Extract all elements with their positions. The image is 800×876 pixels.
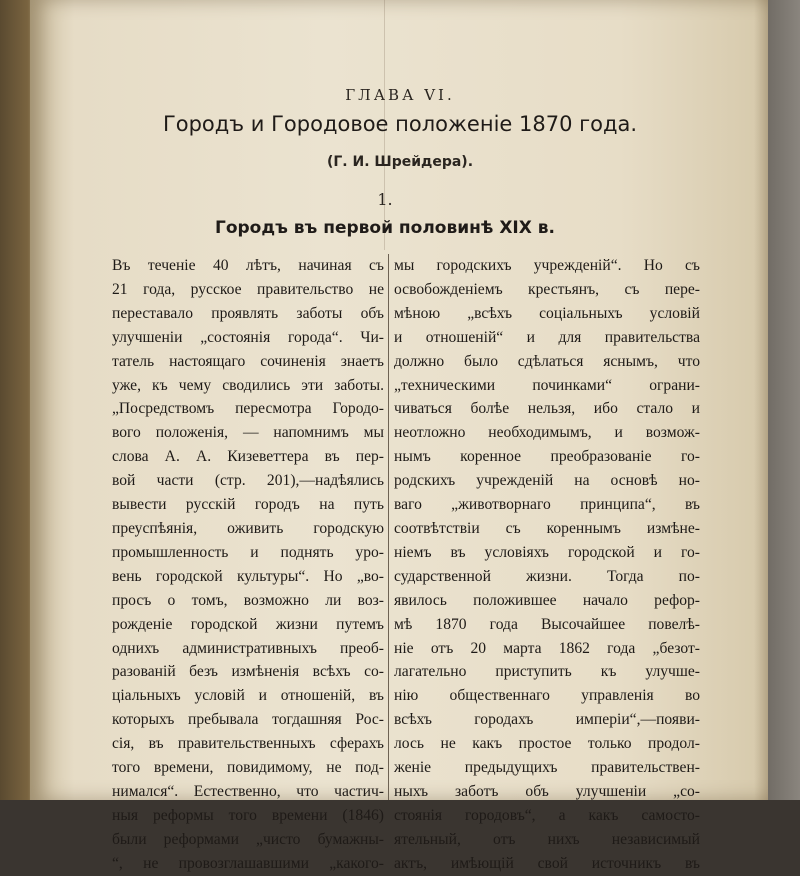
text-line: чиваться болѣе нельзя, ибо стало и (394, 400, 700, 418)
text-line: разованій безъ измѣненія всѣхъ со- (112, 663, 384, 681)
text-line: и отношеній“ и для правительства (394, 328, 700, 346)
section-title: Городъ въ первой половинѣ XIX в. (214, 218, 556, 238)
text-line: просъ о томъ, возможно ли воз- (112, 591, 384, 609)
text-line: освобожденіемъ крестьянъ, съ пере- (394, 280, 700, 298)
text-line: „Посредствомъ пересмотра Городо- (112, 400, 384, 418)
text-line: лагательно приступить къ улучше- (394, 663, 700, 681)
text-column-right (394, 254, 700, 876)
text-line: переставало проявлять заботы объ (112, 304, 384, 322)
text-line: мѣ 1870 года Высочайшее повелѣ- (394, 615, 700, 633)
column-divider (388, 254, 389, 800)
text-line: ціальныхъ условій и отношеній, въ (112, 687, 384, 705)
text-line: промышленность и поднять уро- (112, 543, 384, 561)
text-line: татель настоящаго сочиненія знаетъ (112, 352, 384, 370)
text-line: вой части (стр. 201),—надѣялись (112, 472, 384, 490)
text-line: актъ, имѣющій свой источникъ въ (394, 854, 700, 872)
text-line: ніемъ въ условіяхъ городской и го- (394, 543, 700, 561)
text-line: ныя реформы того времени (1846) (112, 806, 384, 824)
text-line: соотвѣтствіи съ кореннымъ измѣне- (394, 519, 700, 537)
text-line: нію общественнаго управленія во (394, 687, 700, 705)
text-line: слова А. А. Кизеветтера въ пер- (112, 448, 384, 466)
text-line: лось не какъ простое только продол- (394, 735, 700, 753)
section-number: 1. (377, 190, 393, 209)
text-line: ятельный, отъ нихъ независимый (394, 830, 700, 848)
text-line: вого положенія, — напомнимъ мы (112, 424, 384, 442)
text-line: всѣхъ городахъ имперіи“,—появи- (394, 711, 700, 729)
text-line: ваго „животворнаго принципа“, въ (394, 496, 700, 514)
text-line: мы городскихъ учрежденій“. Но съ (394, 257, 700, 274)
text-line: „техническими починками“ ограни- (394, 376, 700, 394)
text-line: вень городской культуры“. Но „во- (112, 567, 384, 585)
text-line: сія, въ правительственныхъ сферахъ (112, 735, 384, 753)
text-line: были реформами „чисто бумажны- (112, 830, 384, 848)
text-line: нимался“. Естественно, что частич- (112, 782, 384, 800)
text-line: стоянія городовъ“, а какъ самосто- (394, 806, 700, 824)
text-line: ніе отъ 20 марта 1862 года „безот- (394, 639, 700, 657)
text-line: уже, къ чему сводились эти заботы. (112, 376, 384, 394)
text-line: женіе предыдущихъ правительствен- (394, 759, 700, 777)
text-line: явилось положившее начало рефор- (394, 591, 700, 609)
text-line: улучшеніи „состоянія города“. Чи- (112, 328, 384, 346)
text-line: нымъ коренное преобразованіе го- (394, 448, 700, 466)
text-line: Въ теченіе 40 лѣтъ, начиная съ (112, 257, 384, 274)
text-line: родскихъ учрежденій на основѣ но- (394, 472, 700, 490)
text-line: “, не провозглашавшими „какого- (112, 854, 384, 872)
text-line: однихъ административныхъ преоб- (112, 639, 384, 657)
chapter-heading: ГЛАВА VI. (345, 86, 455, 104)
text-line: вывести русскій городъ на путь (112, 496, 384, 514)
text-line: 21 года, русское правительство не (112, 280, 384, 298)
text-line: неотложно необходимымъ, и возмож- (394, 424, 700, 442)
text-line: сударственной жизни. Тогда по- (394, 567, 700, 585)
text-line: должно было сдѣлаться яснымъ, что (394, 352, 700, 370)
text-line: которыхъ пребывала тогдашняя Рос- (112, 711, 384, 729)
text-line: рожденіе городской жизни путемъ (112, 615, 384, 633)
text-column-left (112, 254, 384, 876)
text-line: ныхъ заботъ объ улучшеніи „со- (394, 782, 700, 800)
chapter-title: Городъ и Городовое положеніе 1870 года. (162, 112, 638, 136)
text-line: того времени, повидимому, не под- (112, 759, 384, 777)
chapter-author: (Г. И. Шрейдера). (326, 154, 474, 170)
text-line: мѣною „всѣхъ соціальныхъ условій (394, 304, 700, 322)
text-line: преуспѣянія, оживить городскую (112, 519, 384, 537)
